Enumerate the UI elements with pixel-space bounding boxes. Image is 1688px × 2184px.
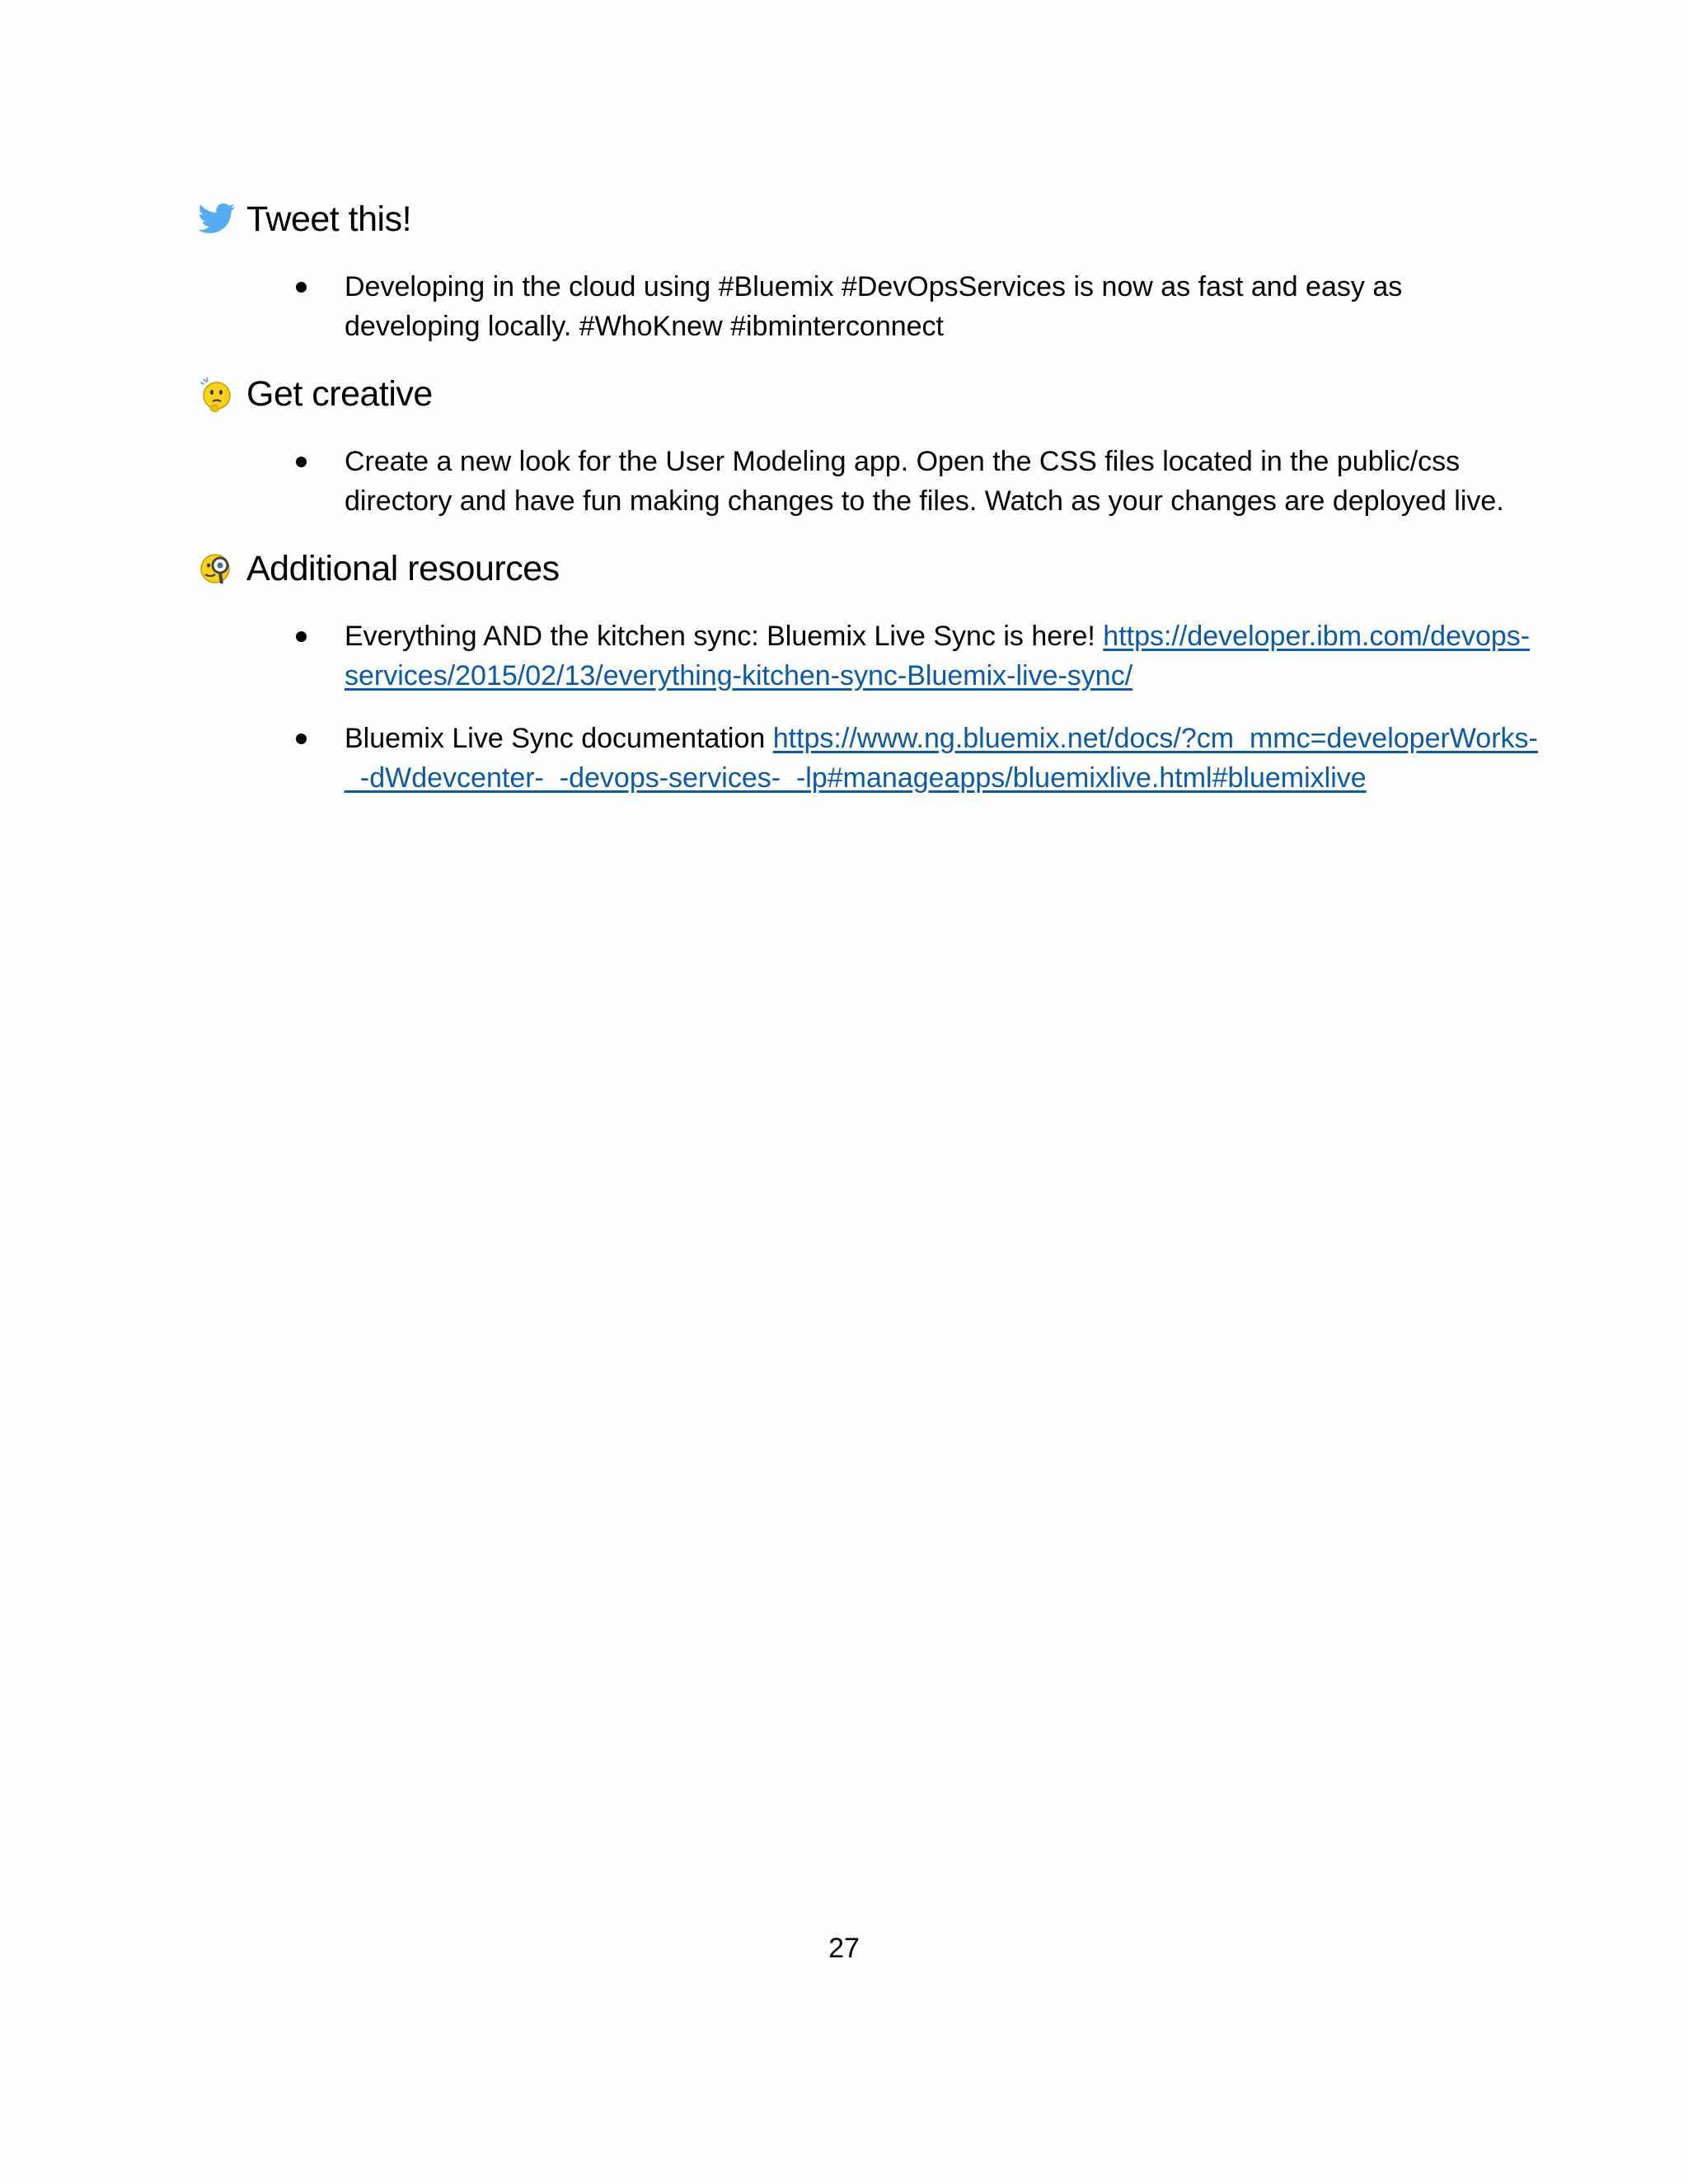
section-heading-resources bbox=[195, 544, 560, 593]
section-heading-tweet bbox=[195, 194, 411, 244]
list-item bbox=[293, 616, 1545, 696]
tweet-list bbox=[293, 267, 1545, 369]
section-title: Additional resources bbox=[246, 549, 560, 588]
magnifier-face-icon bbox=[195, 547, 238, 590]
resources-list bbox=[293, 616, 1545, 821]
section-title: Get creative bbox=[246, 374, 433, 414]
bullet-icon bbox=[296, 631, 307, 642]
twitter-bird-icon bbox=[195, 198, 238, 241]
list-item bbox=[293, 267, 1545, 346]
bullet-icon bbox=[296, 282, 307, 293]
list-item-text: Developing in the cloud using #Bluemix #DevOpsServices is now as fast and easy as developing locally. #WhoKnew #ibminterconnect bbox=[345, 271, 1403, 342]
live-sync-docs-link[interactable]: https://www.ng.bluemix.net/docs/?cm_mmc=developerWorks-_-dWdevcenter-_-devops-services-_-lp#manageapps/bluemixlive.html#bluemixlive bbox=[345, 723, 1538, 794]
section-title: Tweet this! bbox=[246, 199, 412, 239]
list-item-text: Create a new look for the User Modeling app. Open the CSS files located in the public/css directory and have fun making changes to the files. Watch as your changes are deployed live. bbox=[345, 446, 1504, 517]
list-item bbox=[293, 442, 1545, 521]
list-item bbox=[293, 719, 1545, 798]
section-heading-creative bbox=[195, 369, 433, 419]
list-item-text: Everything AND the kitchen sync: Bluemix Live Sync is here! bbox=[345, 621, 1104, 652]
bullet-icon bbox=[296, 457, 307, 467]
list-item-text: Bluemix Live Sync documentation bbox=[345, 723, 773, 754]
creative-list bbox=[293, 442, 1545, 544]
kitchen-sync-link[interactable]: https://developer.ibm.com/devops-services/2015/02/13/everything-kitchen-sync-Bluemix-live-sync/ bbox=[345, 621, 1531, 691]
bullet-icon bbox=[296, 733, 307, 744]
thinking-face-icon bbox=[195, 373, 238, 415]
page-number: 27 bbox=[828, 1933, 860, 1964]
